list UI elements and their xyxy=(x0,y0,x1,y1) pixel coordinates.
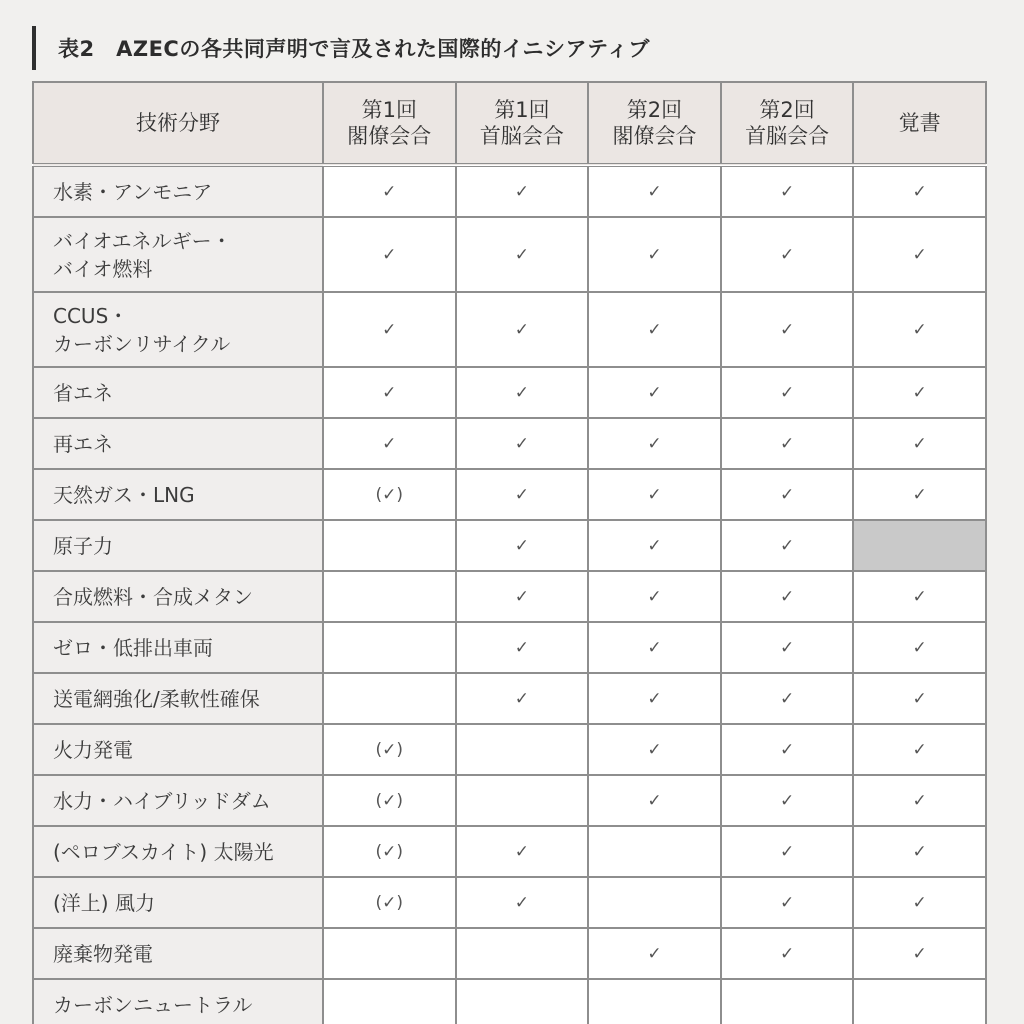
check-mark-cell: ✓ xyxy=(721,571,854,622)
empty-cell xyxy=(323,979,456,1024)
row-label: 火力発電 xyxy=(33,724,323,775)
check-mark-cell: ✓ xyxy=(456,826,589,877)
check-mark-cell: ✓ xyxy=(721,165,854,217)
check-mark-cell: ✓ xyxy=(853,418,986,469)
check-mark-cell: ✓ xyxy=(853,622,986,673)
table-row xyxy=(33,571,986,622)
table-row xyxy=(33,469,986,520)
empty-cell xyxy=(456,775,589,826)
check-mark-cell: ✓ xyxy=(456,673,589,724)
table-row xyxy=(33,775,986,826)
check-mark-cell: ✓ xyxy=(853,469,986,520)
table-row xyxy=(33,877,986,928)
row-label: 送電網強化/柔軟性確保 xyxy=(33,673,323,724)
check-mark-cell: (✓) xyxy=(323,775,456,826)
row-label: (ペロブスカイト) 太陽光 xyxy=(33,826,323,877)
check-mark-cell: ✓ xyxy=(456,622,589,673)
row-label: 合成燃料・合成メタン xyxy=(33,571,323,622)
header-1st-summit: 第1回 首脳会合 xyxy=(456,82,589,165)
header-memorandum: 覚書 xyxy=(853,82,986,165)
row-label: 天然ガス・LNG xyxy=(33,469,323,520)
empty-cell xyxy=(721,979,854,1024)
table-row xyxy=(33,979,986,1024)
row-label: 水力・ハイブリッドダム xyxy=(33,775,323,826)
check-mark-cell: ✓ xyxy=(853,165,986,217)
check-mark-cell: ✓ xyxy=(588,928,721,979)
check-mark-cell: ✓ xyxy=(853,826,986,877)
title-block xyxy=(32,26,650,70)
check-mark-cell: ✓ xyxy=(721,775,854,826)
check-mark-cell: ✓ xyxy=(588,165,721,217)
check-mark-cell: ✓ xyxy=(853,877,986,928)
check-mark-cell: ✓ xyxy=(588,724,721,775)
empty-cell xyxy=(456,979,589,1024)
check-mark-cell: ✓ xyxy=(588,775,721,826)
row-label: カーボンニュートラル xyxy=(33,979,323,1024)
table-row xyxy=(33,520,986,571)
row-label: バイオエネルギー・ バイオ燃料 xyxy=(33,217,323,292)
check-mark-cell: ✓ xyxy=(853,217,986,292)
check-mark-cell: ✓ xyxy=(721,292,854,367)
check-mark-cell: ✓ xyxy=(721,622,854,673)
check-mark-cell: ✓ xyxy=(588,418,721,469)
check-mark-cell: ✓ xyxy=(721,826,854,877)
check-mark-cell: ✓ xyxy=(721,520,854,571)
empty-cell xyxy=(588,979,721,1024)
check-mark-cell: ✓ xyxy=(853,292,986,367)
check-mark-cell: ✓ xyxy=(456,418,589,469)
check-mark-cell: ✓ xyxy=(323,292,456,367)
table-body xyxy=(33,165,986,1024)
check-mark-cell: ✓ xyxy=(721,724,854,775)
check-mark-cell: ✓ xyxy=(853,571,986,622)
check-mark-cell: ✓ xyxy=(323,367,456,418)
empty-cell xyxy=(456,724,589,775)
row-label: 廃棄物発電 xyxy=(33,928,323,979)
table-row xyxy=(33,217,986,292)
check-mark-cell: ✓ xyxy=(721,877,854,928)
check-mark-cell: ✓ xyxy=(456,469,589,520)
empty-cell xyxy=(323,520,456,571)
header-2nd-summit: 第2回 首脳会合 xyxy=(721,82,854,165)
header-technology-field: 技術分野 xyxy=(33,82,323,165)
table-header-row xyxy=(33,82,986,165)
row-label: CCUS・ カーボンリサイクル xyxy=(33,292,323,367)
row-label: 省エネ xyxy=(33,367,323,418)
table-row xyxy=(33,673,986,724)
check-mark-cell: ✓ xyxy=(853,775,986,826)
check-mark-cell: ✓ xyxy=(588,673,721,724)
row-label: ゼロ・低排出車両 xyxy=(33,622,323,673)
empty-cell xyxy=(323,928,456,979)
initiatives-table xyxy=(32,81,987,1024)
check-mark-cell: ✓ xyxy=(853,928,986,979)
check-mark-cell: ✓ xyxy=(456,165,589,217)
check-mark-cell: (✓) xyxy=(323,724,456,775)
row-label: 原子力 xyxy=(33,520,323,571)
table-row xyxy=(33,292,986,367)
check-mark-cell: ✓ xyxy=(721,469,854,520)
header-2nd-ministerial: 第2回 閣僚会合 xyxy=(588,82,721,165)
check-mark-cell: ✓ xyxy=(721,217,854,292)
check-mark-cell: ✓ xyxy=(853,367,986,418)
row-label: (洋上) 風力 xyxy=(33,877,323,928)
header-1st-ministerial: 第1回 閣僚会合 xyxy=(323,82,456,165)
check-mark-cell: ✓ xyxy=(456,217,589,292)
empty-cell xyxy=(853,979,986,1024)
check-mark-cell: ✓ xyxy=(456,877,589,928)
check-mark-cell: ✓ xyxy=(323,165,456,217)
table-row xyxy=(33,826,986,877)
table-title: 表2 AZECの各共同声明で言及された国際的イニシアティブ xyxy=(58,37,650,61)
empty-cell xyxy=(456,928,589,979)
check-mark-cell: ✓ xyxy=(323,217,456,292)
check-mark-cell: ✓ xyxy=(456,571,589,622)
empty-cell xyxy=(323,622,456,673)
check-mark-cell: ✓ xyxy=(456,292,589,367)
check-mark-cell: ✓ xyxy=(588,217,721,292)
check-mark-cell: ✓ xyxy=(588,622,721,673)
check-mark-cell: ✓ xyxy=(323,418,456,469)
check-mark-cell: ✓ xyxy=(588,571,721,622)
table-row xyxy=(33,165,986,217)
table-row xyxy=(33,928,986,979)
empty-cell xyxy=(323,673,456,724)
check-mark-cell: ✓ xyxy=(721,367,854,418)
check-mark-cell: ✓ xyxy=(721,418,854,469)
check-mark-cell: ✓ xyxy=(588,520,721,571)
empty-cell xyxy=(588,826,721,877)
check-mark-cell: ✓ xyxy=(456,520,589,571)
empty-cell xyxy=(588,877,721,928)
empty-cell xyxy=(323,571,456,622)
check-mark-cell: ✓ xyxy=(721,928,854,979)
table-row xyxy=(33,418,986,469)
check-mark-cell: ✓ xyxy=(456,367,589,418)
row-label: 水素・アンモニア xyxy=(33,165,323,217)
check-mark-cell: ✓ xyxy=(853,724,986,775)
check-mark-cell: (✓) xyxy=(323,877,456,928)
check-mark-cell: ✓ xyxy=(721,673,854,724)
check-mark-cell: (✓) xyxy=(323,469,456,520)
shaded-cell xyxy=(853,520,986,571)
check-mark-cell: ✓ xyxy=(853,673,986,724)
table-row xyxy=(33,724,986,775)
row-label: 再エネ xyxy=(33,418,323,469)
check-mark-cell: ✓ xyxy=(588,292,721,367)
check-mark-cell: ✓ xyxy=(588,367,721,418)
table-row xyxy=(33,622,986,673)
check-mark-cell: (✓) xyxy=(323,826,456,877)
check-mark-cell: ✓ xyxy=(588,469,721,520)
table-row xyxy=(33,367,986,418)
